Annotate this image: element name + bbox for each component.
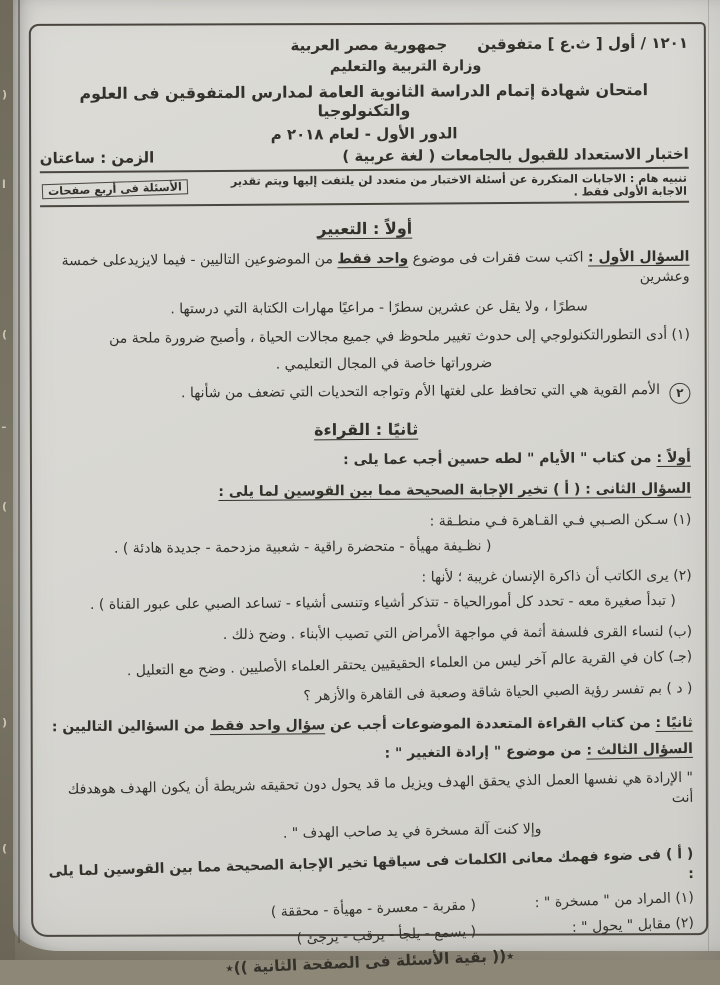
reading-quote-line1: " الإرادة هي نفسها العمل الذي يحقق الهدف ويزيل ما قد يحول دون تحقيقه شريطة أن يكون الهدف هوهدفك أنت: [67, 769, 694, 807]
section-heading-expression-text: أولاً : التعبير: [317, 218, 413, 239]
question-1: [40, 248, 689, 292]
exam-session: الدور الأول - لعام ٢٠١٨ م: [270, 124, 458, 144]
circled-number-2: ٢: [669, 383, 690, 404]
expression-topic-2: [41, 381, 690, 409]
reading-part-2: [44, 714, 693, 738]
time-allowed: الزمن : ساعتان: [39, 148, 155, 168]
vocab-1-question: (١) المراد من " مسخرة " :: [534, 890, 695, 912]
reading-part-2-label: ثانيًا :: [655, 714, 693, 732]
question-3-topic: إرادة التغيير: [407, 744, 490, 762]
question-3-label: السؤال الثالث :: [586, 741, 693, 759]
page-border-frame: [29, 22, 708, 978]
question-1-text-post: من الموضوعين التاليين - فيما لايزيدعلى خمسة وعشرين: [61, 251, 690, 285]
question-3: [44, 740, 693, 770]
reading-part-2-post: من السؤالين التاليين :: [51, 718, 211, 736]
pages-count-badge: الأسئلة فى أربع صفحات: [42, 179, 188, 199]
vocab-2-question: (٢) مقابل " يحول " :: [571, 915, 695, 937]
expression-topic-1: [41, 325, 690, 349]
header-row: [39, 34, 688, 57]
page-footer-note: ٭(( بقية الأسئلة فى الصفحة الثانية ))٭: [224, 946, 515, 978]
vocab-1-choices: ( مقربة - معسرة - مهيأة - محققة ): [270, 897, 477, 921]
ministry-title: وزارة التربية والتعليم: [329, 58, 482, 76]
edge-text-fragment: ـ: [2, 418, 6, 431]
reading-item-b: (ب) لنساء القرى فلسفة أثمة في مواجهة الأمراض التي تصيب الأبناء . وضح ذلك .: [222, 623, 693, 643]
reading-item-1: (١) سـكن الصـبي فـي القـاهرة فـي منطـقة :: [429, 511, 692, 530]
test-row: [40, 145, 689, 168]
reading-item-c: (جـ) كان في القرية عالم آخر ليس من العلماء الحقيقيين يحتقر العلماء الأصليين . وضح مع التعليل .: [126, 648, 693, 679]
section-heading-expression: [40, 217, 689, 241]
vocab-2-choices: ( يسمع - يلجأ - يرقب - يرجئ ): [296, 923, 477, 948]
edge-text-fragment: ): [2, 500, 8, 513]
reading-item-1-choices: ( نظـيفة مهيأة - متحضرة راقية - شعبية مزدحمة - جديدة هادئة ) .: [113, 538, 492, 557]
test-name: اختبار الاستعداد للقبول بالجامعات ( لغة عربية ): [342, 144, 689, 166]
reading-part-2-pre: من كتاب القراءة المتعددة الموضوعات أجب عن: [325, 715, 656, 734]
important-notice: تنبيه هام : الاجابات المتكررة عن أسئلة الاختبار من متعدد لن يلتفت إليها ويتم تقدير الاجابة الأولى فقط .: [230, 171, 688, 199]
reading-part-1: [42, 449, 691, 473]
expression-topic-1-line2: ضروراتها خاصة في المجال التعليمي .: [275, 354, 493, 373]
question-2-text: السؤال الثانى : ( أ ) تخير الإجابة الصحيحة مما بين القوسين لما يلى :: [218, 481, 692, 501]
edge-text-fragment: (: [2, 88, 8, 101]
country-title: جمهورية مصر العربية: [290, 35, 448, 55]
reading-quote-line2: وإلا كنت آلة مسخرة في يد صاحب الهدف " .: [282, 820, 542, 842]
reading-item-d: ( د ) بم تفسر رؤية الصبي الحياة شاقة وصعبة فى القاهرة والأزهر ؟: [303, 680, 693, 705]
topic-1-text: أدى التطورالتكنولوجي إلى حدوث تغيير ملحوظ في جميع مجالات الحياة ، وأصبح ضرورة ملحة من: [109, 326, 672, 347]
exam-paper: [13, 0, 720, 978]
exam-code: ١٢٠١ / أول [ ث.ع ] متفوقين: [477, 33, 689, 54]
edge-text-fragment: (: [2, 716, 8, 729]
question-3-post: " :: [384, 745, 408, 762]
reading-part-1-label: أولاً :: [656, 450, 691, 467]
topic-2-text: الأمم القوية هي التي تحافظ على لغتها الأم وتواجه التحديات التي تضعف من شأنها .: [180, 382, 665, 402]
question-1-text-pre: اكتب ست فقرات فى موضوع: [408, 249, 589, 267]
topic-1-number: (١): [671, 326, 691, 343]
exam-title: امتحان شهادة إتمام الدراسة الثانوية العامة لمدارس المتفوقين فى العلوم والتكنولوجيا: [79, 80, 649, 121]
reading-item-2-choices: ( تبدأ صغيرة معه - تحدد كل أمورالحياة - تتذكر أشياء وتنسى أشياء - تساعد الصبي على عبور القناة ) .: [89, 592, 676, 613]
section-heading-reading: [42, 418, 691, 442]
reading-part-2-emphasis: سؤال واحد فقط: [209, 717, 326, 735]
edge-text-fragment: ا: [2, 178, 6, 191]
edge-text-fragment: ): [2, 328, 8, 341]
question-3-part-a: ( أ ) فى ضوء فهمك معانى الكلمات فى سياقها تخير الإجابة الصحيحة مما بين القوسين لما يلى :: [48, 845, 695, 882]
notice-bar: [40, 167, 689, 208]
question-3-pre: من موضوع ": [488, 742, 587, 761]
question-1-emphasis: واحد فقط: [337, 250, 409, 268]
question-1-line2: سطرًا ، ولا يقل عن عشرين سطرًا - مراعيًا مهارات الكتابة التي درستها .: [170, 298, 588, 318]
section-heading-reading-text: ثانيًا : القراءة: [313, 420, 419, 440]
question-1-label: السؤال الأول :: [587, 248, 690, 266]
edge-text-fragment: ): [2, 842, 8, 855]
question-2: [42, 480, 691, 504]
reading-part-1-text: من كتاب " الأيام " لطه حسين أجب عما يلى :: [343, 450, 657, 469]
page-content: [39, 27, 695, 978]
reading-item-2: (٢) يرى الكاتب أن ذاكرة الإنسان غريبة ؛ لأنها :: [421, 567, 692, 586]
